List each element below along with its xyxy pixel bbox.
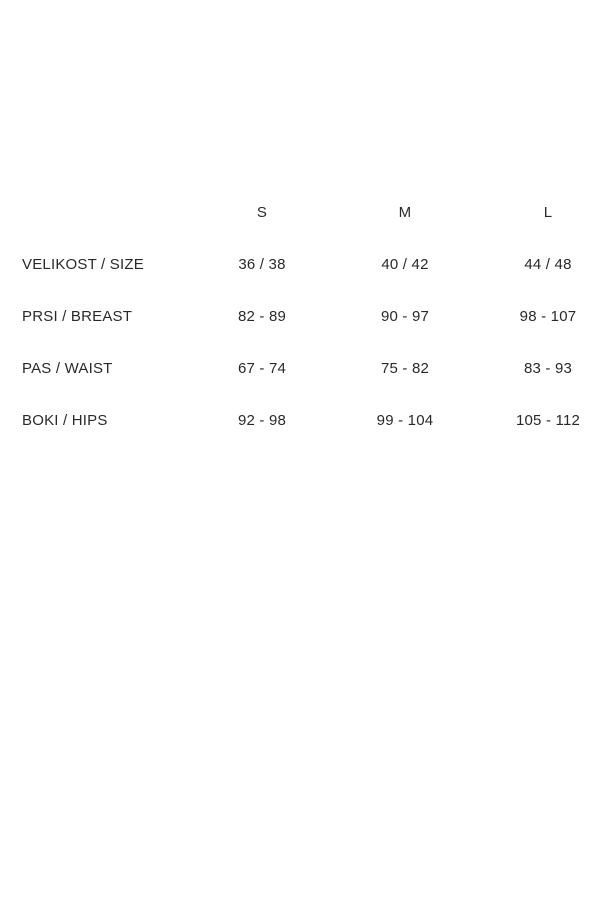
column-header-s: S	[256, 204, 268, 221]
cell-breast-m: 90 - 97	[380, 308, 430, 325]
size-chart-table	[0, 203, 600, 463]
cell-size-m: 40 / 42	[381, 256, 429, 273]
table-row-size	[0, 255, 600, 274]
cell-size-s: 36 / 38	[238, 256, 286, 273]
table-row-hips	[0, 411, 600, 430]
cell-hips-m: 99 - 104	[376, 412, 434, 429]
row-label-size: VELIKOST / SIZE	[22, 256, 144, 273]
cell-waist-m: 75 - 82	[380, 360, 430, 377]
row-label-waist: PAS / WAIST	[22, 360, 113, 377]
table-row-breast	[0, 307, 600, 326]
cell-waist-l: 83 - 93	[523, 360, 573, 377]
table-row-waist	[0, 359, 600, 378]
cell-size-l: 44 / 48	[524, 256, 572, 273]
column-header-m: M	[398, 204, 412, 221]
row-label-breast: PRSI / BREAST	[22, 308, 133, 325]
column-header-l: L	[543, 204, 553, 221]
cell-waist-s: 67 - 74	[237, 360, 287, 377]
cell-hips-s: 92 - 98	[237, 412, 287, 429]
row-label-hips: BOKI / HIPS	[22, 412, 108, 429]
cell-breast-l: 98 - 107	[519, 308, 577, 325]
table-header-row	[0, 203, 600, 222]
cell-hips-l: 105 - 112	[515, 412, 581, 429]
cell-breast-s: 82 - 89	[237, 308, 287, 325]
